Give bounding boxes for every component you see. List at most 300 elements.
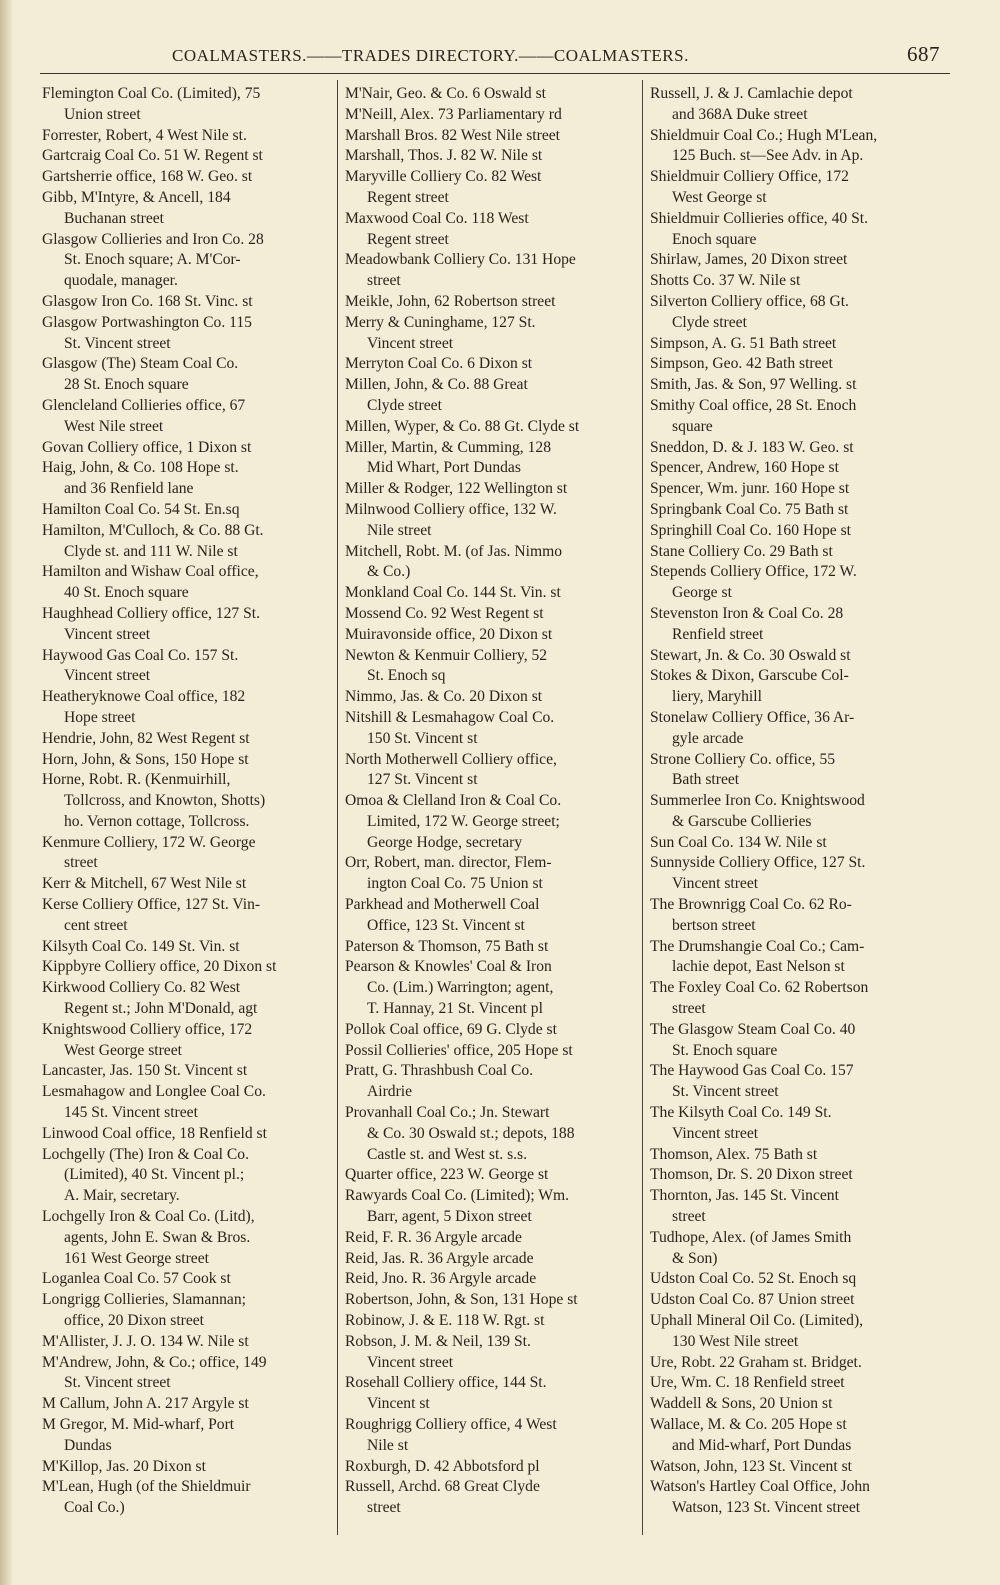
entry-name-line: Govan Colliery office, 1 Dixon st [42, 438, 252, 456]
entry-name-line: Heatheryknowe Coal office, 182 [42, 688, 246, 706]
entry-name-line: Shieldmuir Coal Co.; Hugh M'Lean, [650, 126, 878, 144]
entry-continuation-line: Regent st.; John M'Donald, agt [64, 1000, 258, 1018]
entry-continuation-line: Vincent street [64, 667, 151, 685]
entry-continuation-line: Nile street [367, 521, 432, 539]
entry-name-line: Kippbyre Colliery office, 20 Dixon st [42, 958, 277, 976]
entry-name-line: The Brownrigg Coal Co. 62 Ro- [650, 896, 852, 914]
entry-continuation-line: & Co.) [367, 563, 411, 581]
directory-entry [42, 500, 330, 521]
directory-entry [345, 957, 635, 1019]
entry-continuation-line: Dundas [64, 1436, 112, 1454]
directory-entry [42, 895, 330, 937]
entry-continuation-line: St. Enoch square; A. M'Cor- [64, 251, 241, 269]
entry-name-line: Stewart, Jn. & Co. 30 Oswald st [650, 646, 851, 664]
entry-continuation-line: Co. (Lim.) Warrington; agent, [367, 979, 554, 997]
directory-entry [650, 167, 942, 209]
entry-name-line: Roxburgh, D. 42 Abbotsford pl [345, 1457, 540, 1475]
entry-name-line: Roughrigg Colliery office, 4 West [345, 1416, 557, 1433]
directory-entry [42, 313, 330, 355]
directory-entry [650, 833, 942, 854]
directory-entry [650, 791, 942, 833]
entry-continuation-line: street [367, 1499, 401, 1517]
directory-entry [345, 250, 635, 292]
directory-entry [650, 1020, 942, 1062]
entry-name-line: Gartcraig Coal Co. 51 W. Regent st [42, 147, 263, 165]
entry-name-line: Robinow, J. & E. 118 W. Rgt. st [345, 1312, 545, 1330]
directory-entry [42, 396, 330, 438]
entry-name-line: Waddell & Sons, 20 Union st [650, 1395, 833, 1413]
directory-entry [42, 1061, 330, 1082]
entry-name-line: Longrigg Collieries, Slamannan; [42, 1291, 246, 1309]
directory-entry [650, 1457, 942, 1478]
directory-entry [650, 666, 942, 708]
entry-name-line: Possil Collieries' office, 205 Hope st [345, 1041, 573, 1059]
directory-entry [650, 937, 942, 979]
entry-name-line: Robertson, John, & Son, 131 Hope st [345, 1291, 578, 1309]
entry-name-line: Springhill Coal Co. 160 Hope st [650, 521, 851, 539]
entry-name-line: Smith, Jas. & Son, 97 Welling. st [650, 376, 857, 394]
directory-entry [345, 313, 635, 355]
directory-entry [345, 354, 635, 375]
entry-continuation-line: 130 West Nile street [672, 1332, 799, 1350]
entry-name-line: Quarter office, 223 W. George st [345, 1166, 549, 1184]
entry-name-line: Udston Coal Co. 52 St. Enoch sq [650, 1270, 857, 1288]
entry-name-line: Haig, John, & Co. 108 Hope st. [42, 459, 239, 477]
entry-name-line: Glasgow Portwashington Co. 115 [42, 313, 252, 331]
entry-name-line: Provanhall Coal Co.; Jn. Stewart [345, 1104, 550, 1122]
entry-continuation-line: square [672, 417, 713, 435]
entry-continuation-line: agents, John E. Swan & Bros. [64, 1228, 251, 1246]
directory-entry [650, 500, 942, 521]
directory-entry [42, 1290, 330, 1332]
directory-entry [345, 209, 635, 251]
directory-entry [650, 750, 942, 792]
directory-entry [650, 479, 942, 500]
entry-name-line: Smithy Coal office, 28 St. Enoch [650, 396, 857, 414]
directory-entry [650, 1145, 942, 1166]
entry-name-line: Stevenston Iron & Coal Co. 28 [650, 604, 844, 622]
entry-name-line: Glencleland Collieries office, 67 [42, 396, 246, 414]
directory-entry [650, 1311, 942, 1353]
entry-continuation-line: St. Enoch square [672, 1041, 778, 1059]
entry-name-line: Glasgow Collieries and Iron Co. 28 [42, 230, 264, 248]
directory-entry [345, 1457, 635, 1478]
entry-continuation-line: 40 St. Enoch square [64, 584, 189, 602]
entry-name-line: Pollok Coal office, 69 G. Clyde st [345, 1020, 557, 1038]
entry-name-line: M'Nair, Geo. & Co. 6 Oswald st [345, 85, 546, 102]
directory-entry [42, 1394, 330, 1415]
directory-entry [650, 396, 942, 438]
entry-name-line: Silverton Colliery office, 68 Gt. [650, 292, 849, 310]
entry-name-line: Pratt, G. Thrashbush Coal Co. [345, 1062, 534, 1080]
entry-name-line: M'Allister, J. J. O. 134 W. Nile st [42, 1332, 249, 1350]
entry-name-line: Tudhope, Alex. (of James Smith [650, 1228, 852, 1246]
entry-name-line: Stepends Colliery Office, 172 W. [650, 563, 857, 581]
directory-entry [42, 1269, 330, 1290]
entry-continuation-line: gyle arcade [672, 729, 744, 747]
directory-entry [42, 957, 330, 978]
entry-name-line: Maryville Colliery Co. 82 West [345, 168, 542, 186]
entry-name-line: Meikle, John, 62 Robertson street [345, 292, 556, 310]
entry-name-line: Summerlee Iron Co. Knightswood [650, 792, 865, 810]
entry-continuation-line: St. Vincent street [672, 1083, 779, 1101]
directory-entry [650, 334, 942, 355]
entry-continuation-line: street [672, 1208, 706, 1226]
entry-name-line: Lancaster, Jas. 150 St. Vincent st [42, 1062, 248, 1080]
directory-entry [345, 687, 635, 708]
entry-continuation-line: George Hodge, secretary [367, 833, 523, 851]
entry-continuation-line: Union street [64, 105, 141, 123]
entry-name-line: Mitchell, Robt. M. (of Jas. Nimmo [345, 542, 563, 560]
entry-continuation-line: 161 West George street [64, 1249, 209, 1267]
entry-continuation-line: Nile st [367, 1436, 409, 1454]
entry-name-line: Knightswood Colliery office, 172 [42, 1020, 253, 1038]
entry-name-line: Thomson, Alex. 75 Bath st [650, 1145, 818, 1163]
directory-entry [345, 750, 635, 792]
entry-name-line: Stonelaw Colliery Office, 36 Ar- [650, 708, 855, 726]
directory-entry [345, 1186, 635, 1228]
entry-continuation-line: cent street [64, 916, 128, 934]
entry-continuation-line: quodale, manager. [64, 272, 178, 290]
entry-name-line: Ure, Wm. C. 18 Renfield street [650, 1374, 845, 1392]
entry-continuation-line: & Son) [672, 1249, 718, 1267]
directory-entry [650, 853, 942, 895]
entry-continuation-line: Mid Whart, Port Dundas [367, 459, 521, 477]
entry-name-line: Nitshill & Lesmahagow Coal Co. [345, 708, 555, 726]
directory-entry [345, 500, 635, 542]
entry-continuation-line: Office, 123 St. Vincent st [367, 916, 525, 934]
entry-name-line: Linwood Coal office, 18 Renfield st [42, 1124, 267, 1142]
directory-entry [650, 1269, 942, 1290]
entry-continuation-line: 145 St. Vincent street [64, 1104, 198, 1122]
directory-entry [650, 1477, 942, 1519]
entry-name-line: Simpson, Geo. 42 Bath street [650, 355, 833, 373]
entry-name-line: Paterson & Thomson, 75 Bath st [345, 937, 549, 955]
directory-entry [42, 1457, 330, 1478]
entry-name-line: Muiravonside office, 20 Dixon st [345, 625, 553, 643]
directory-entry [42, 1020, 330, 1062]
directory-entry [42, 937, 330, 958]
entry-continuation-line: St. Vincent street [64, 1374, 171, 1392]
entry-name-line: M'Killop, Jas. 20 Dixon st [42, 1457, 206, 1475]
entry-continuation-line: Clyde street [672, 313, 747, 331]
entry-continuation-line: Vincent street [367, 1353, 454, 1371]
entry-name-line: Shieldmuir Collieries office, 40 St. [650, 209, 869, 227]
entry-name-line: Miller & Rodger, 122 Wellington st [345, 480, 568, 498]
directory-entry [42, 1207, 330, 1269]
entry-name-line: Shieldmuir Colliery Office, 172 [650, 168, 849, 186]
directory-entry [650, 646, 942, 667]
entry-name-line: Horne, Robt. R. (Kenmuirhill, [42, 771, 231, 789]
directory-column-3 [650, 84, 942, 1519]
entry-continuation-line: George st [672, 584, 732, 602]
entry-name-line: Maxwood Coal Co. 118 West [345, 209, 529, 227]
entry-continuation-line: West Nile street [64, 417, 164, 435]
entry-name-line: Kerse Colliery Office, 127 St. Vin- [42, 896, 261, 914]
entry-continuation-line: and 36 Renfield lane [64, 480, 194, 498]
directory-entry [42, 188, 330, 230]
entry-name-line: Miller, Martin, & Cumming, 128 [345, 438, 551, 456]
entry-continuation-line: Castle st. and West st. s.s. [367, 1145, 528, 1163]
directory-entry [42, 126, 330, 147]
entry-name-line: Pearson & Knowles' Coal & Iron [345, 958, 552, 976]
directory-entry [650, 1186, 942, 1228]
entry-name-line: Gartsherrie office, 168 W. Geo. st [42, 168, 253, 186]
entry-name-line: Watson, John, 123 St. Vincent st [650, 1457, 852, 1475]
directory-entry [650, 209, 942, 251]
entry-name-line: Thomson, Dr. S. 20 Dixon street [650, 1166, 853, 1184]
entry-continuation-line: 28 St. Enoch square [64, 376, 189, 394]
running-head: COALMASTERS.——TRADES DIRECTORY.——COALMASTERS. [172, 46, 689, 65]
entry-continuation-line: Regent street [367, 188, 449, 206]
directory-entry [345, 375, 635, 417]
directory-entry [42, 1415, 330, 1457]
directory-column-1 [42, 84, 330, 1519]
entry-continuation-line: West George st [672, 188, 767, 206]
entry-name-line: Milnwood Colliery office, 132 W. [345, 500, 557, 518]
entry-name-line: Loganlea Coal Co. 57 Cook st [42, 1270, 231, 1288]
directory-entry [650, 271, 942, 292]
directory-entry [650, 708, 942, 750]
entry-name-line: Marshall, Thos. J. 82 W. Nile st [345, 147, 543, 165]
entry-name-line: Kirkwood Colliery Co. 82 West [42, 979, 241, 997]
directory-entry [650, 1415, 942, 1457]
entry-name-line: Hamilton Coal Co. 54 St. En.sq [42, 500, 240, 518]
directory-entry [42, 354, 330, 396]
entry-name-line: Udston Coal Co. 87 Union street [650, 1291, 855, 1309]
directory-entry [650, 458, 942, 479]
directory-entry [42, 770, 330, 832]
directory-entry [345, 146, 635, 167]
directory-entry [42, 1477, 330, 1519]
directory-entry [650, 562, 942, 604]
directory-entry [42, 729, 330, 750]
directory-entry [650, 292, 942, 334]
entry-continuation-line: Regent street [367, 230, 449, 248]
entry-continuation-line: (Limited), 40 St. Vincent pl.; [64, 1166, 245, 1184]
directory-entry [345, 1249, 635, 1270]
entry-name-line: Horn, John, & Sons, 150 Hope st [42, 750, 249, 768]
entry-continuation-line: Vincent street [64, 625, 151, 643]
page-spine [0, 0, 12, 1585]
directory-entry [650, 1353, 942, 1374]
entry-continuation-line: street [367, 272, 401, 290]
entry-continuation-line: Watson, 123 St. Vincent street [672, 1499, 861, 1517]
entry-name-line: North Motherwell Colliery office, [345, 750, 557, 768]
entry-continuation-line: Coal Co.) [64, 1499, 125, 1517]
directory-entry [42, 604, 330, 646]
entry-name-line: Sneddon, D. & J. 183 W. Geo. st [650, 438, 854, 456]
entry-name-line: Hamilton, M'Culloch, & Co. 88 Gt. [42, 521, 264, 539]
directory-entry [345, 542, 635, 584]
directory-entry [650, 521, 942, 542]
directory-column-2 [345, 84, 635, 1519]
entry-name-line: Forrester, Robert, 4 West Nile st. [42, 126, 247, 144]
entry-continuation-line: St. Enoch sq [367, 667, 446, 685]
directory-entry [345, 1041, 635, 1062]
directory-entry [650, 1165, 942, 1186]
directory-entry [650, 354, 942, 375]
entry-name-line: Reid, Jno. R. 36 Argyle arcade [345, 1270, 537, 1288]
entry-name-line: Orr, Robert, man. director, Flem- [345, 854, 552, 872]
entry-continuation-line: Vincent street [672, 1124, 759, 1142]
directory-entry [345, 1373, 635, 1415]
entry-name-line: Stane Colliery Co. 29 Bath st [650, 542, 833, 560]
entry-name-line: Mossend Co. 92 West Regent st [345, 604, 544, 622]
entry-continuation-line: & Garscube Collieries [672, 812, 812, 830]
directory-entry [345, 417, 635, 438]
directory-entry [345, 708, 635, 750]
entry-name-line: M'Lean, Hugh (of the Shieldmuir [42, 1478, 251, 1496]
entry-name-line: Reid, F. R. 36 Argyle arcade [345, 1228, 522, 1246]
entry-continuation-line: St. Vincent street [64, 334, 171, 352]
entry-name-line: Kerr & Mitchell, 67 West Nile st [42, 875, 247, 893]
entry-continuation-line: & Co. 30 Oswald st.; depots, 188 [367, 1124, 575, 1142]
entry-name-line: M Gregor, M. Mid-wharf, Port [42, 1416, 235, 1433]
directory-entry [650, 438, 942, 459]
directory-entry [650, 1103, 942, 1145]
entry-continuation-line: Hope street [64, 708, 136, 726]
directory-entry [42, 230, 330, 292]
directory-entry [42, 1082, 330, 1124]
entry-name-line: The Foxley Coal Co. 62 Robertson [650, 979, 869, 997]
entry-continuation-line: 150 St. Vincent st [367, 729, 478, 747]
directory-entry [345, 1165, 635, 1186]
directory-entry [345, 126, 635, 147]
entry-name-line: Glasgow Iron Co. 168 St. Vinc. st [42, 292, 253, 310]
entry-name-line: Simpson, A. G. 51 Bath street [650, 334, 837, 352]
entry-continuation-line: Barr, agent, 5 Dixon street [367, 1208, 532, 1226]
directory-entry [42, 1124, 330, 1145]
page-number: 687 [907, 42, 940, 66]
entry-name-line: Marshall Bros. 82 West Nile street [345, 126, 560, 144]
entry-name-line: Merry & Cuninghame, 127 St. [345, 313, 536, 331]
entry-continuation-line: Bath street [672, 771, 740, 789]
entry-continuation-line: 125 Buch. st—See Adv. in Ap. [672, 147, 864, 165]
entry-continuation-line: street [672, 1000, 706, 1018]
directory-entry [650, 126, 942, 168]
entry-name-line: Monkland Coal Co. 144 St. Vin. st [345, 584, 561, 602]
entry-name-line: Sunnyside Colliery Office, 127 St. [650, 854, 866, 872]
directory-entry [42, 84, 330, 126]
entry-name-line: Ure, Robt. 22 Graham st. Bridget. [650, 1353, 862, 1371]
entry-continuation-line: Tollcross, and Knowton, Shotts) [64, 792, 266, 810]
directory-entry [42, 167, 330, 188]
entry-continuation-line: office, 20 Dixon street [64, 1312, 205, 1330]
directory-entry [42, 562, 330, 604]
entry-name-line: Wallace, M. & Co. 205 Hope st [650, 1416, 847, 1433]
entry-name-line: Reid, Jas. R. 36 Argyle arcade [345, 1249, 534, 1267]
entry-continuation-line: Renfield street [672, 625, 764, 643]
directory-entry [650, 978, 942, 1020]
entry-name-line: Rawyards Coal Co. (Limited); Wm. [345, 1187, 570, 1205]
entry-name-line: Merryton Coal Co. 6 Dixon st [345, 355, 533, 373]
entry-name-line: Newton & Kenmuir Colliery, 52 [345, 646, 548, 664]
directory-entry [42, 1145, 330, 1207]
entry-continuation-line: West George street [64, 1041, 182, 1059]
directory-entry [345, 292, 635, 313]
entry-continuation-line: lachie depot, East Nelson st [672, 958, 845, 976]
directory-entry [650, 1061, 942, 1103]
entry-name-line: Strone Colliery Co. office, 55 [650, 750, 836, 768]
directory-entry [345, 438, 635, 480]
directory-entry [42, 874, 330, 895]
directory-entry [345, 937, 635, 958]
page-header [172, 42, 940, 76]
entry-name-line: Millen, John, & Co. 88 Great [345, 376, 528, 394]
entry-name-line: Nimmo, Jas. & Co. 20 Dixon st [345, 688, 543, 706]
entry-name-line: Kilsyth Coal Co. 149 St. Vin. st [42, 937, 240, 955]
directory-entry [345, 1103, 635, 1165]
entry-name-line: The Drumshangie Coal Co.; Cam- [650, 937, 865, 955]
directory-entry [345, 1477, 635, 1519]
entry-name-line: Hamilton and Wishaw Coal office, [42, 563, 259, 581]
directory-entry [42, 438, 330, 459]
entry-name-line: Kenmure Colliery, 172 W. George [42, 833, 256, 851]
directory-entry [650, 1394, 942, 1415]
directory-entry [345, 1020, 635, 1041]
directory-entry [345, 1415, 635, 1457]
entry-name-line: Hendrie, John, 82 West Regent st [42, 729, 250, 747]
entry-continuation-line: and Mid-wharf, Port Dundas [672, 1436, 852, 1454]
directory-entry [345, 583, 635, 604]
entry-continuation-line: Enoch square [672, 230, 757, 248]
directory-entry [345, 1228, 635, 1249]
entry-name-line: Lochgelly (The) Iron & Coal Co. [42, 1145, 249, 1163]
directory-entry [345, 791, 635, 853]
entry-name-line: Springbank Coal Co. 75 Bath st [650, 500, 849, 518]
entry-name-line: Shirlaw, James, 20 Dixon street [650, 251, 848, 269]
directory-entry [345, 646, 635, 688]
directory-entry [345, 853, 635, 895]
column-divider [337, 80, 338, 1535]
directory-entry [345, 625, 635, 646]
entry-name-line: Haughhead Colliery office, 127 St. [42, 604, 260, 622]
entry-name-line: Omoa & Clelland Iron & Coal Co. [345, 792, 562, 810]
directory-entry [650, 1290, 942, 1311]
entry-name-line: Russell, Archd. 68 Great Clyde [345, 1478, 540, 1496]
directory-entry [42, 646, 330, 688]
directory-entry [650, 604, 942, 646]
entry-continuation-line: Buchanan street [64, 209, 165, 227]
entry-name-line: Spencer, Andrew, 160 Hope st [650, 459, 839, 477]
directory-entry [42, 687, 330, 729]
entry-name-line: Russell, J. & J. Camlachie depot [650, 85, 853, 102]
entry-name-line: The Glasgow Steam Coal Co. 40 [650, 1020, 856, 1038]
directory-entry [42, 978, 330, 1020]
directory-entry [650, 84, 942, 126]
directory-entry [42, 458, 330, 500]
directory-entry [650, 895, 942, 937]
entry-continuation-line: Limited, 172 W. George street; [367, 812, 560, 830]
entry-name-line: Gibb, M'Intyre, & Ancell, 184 [42, 188, 231, 206]
entry-name-line: The Haywood Gas Coal Co. 157 [650, 1062, 854, 1080]
directory-entry [345, 1332, 635, 1374]
entry-name-line: Stokes & Dixon, Garscube Col- [650, 667, 849, 685]
entry-name-line: Shotts Co. 37 W. Nile st [650, 272, 801, 290]
directory-entry [345, 1269, 635, 1290]
entry-continuation-line: Airdrie [367, 1083, 413, 1101]
directory-entry [650, 1373, 942, 1394]
directory-entry [42, 833, 330, 875]
entry-name-line: Spencer, Wm. junr. 160 Hope st [650, 480, 850, 498]
directory-entry [42, 750, 330, 771]
entry-continuation-line: Clyde street [367, 396, 442, 414]
directory-entry [345, 1311, 635, 1332]
entry-name-line: Millen, Wyper, & Co. 88 Gt. Clyde st [345, 417, 580, 435]
directory-entry [345, 105, 635, 126]
entry-name-line: Flemington Coal Co. (Limited), 75 [42, 85, 261, 102]
